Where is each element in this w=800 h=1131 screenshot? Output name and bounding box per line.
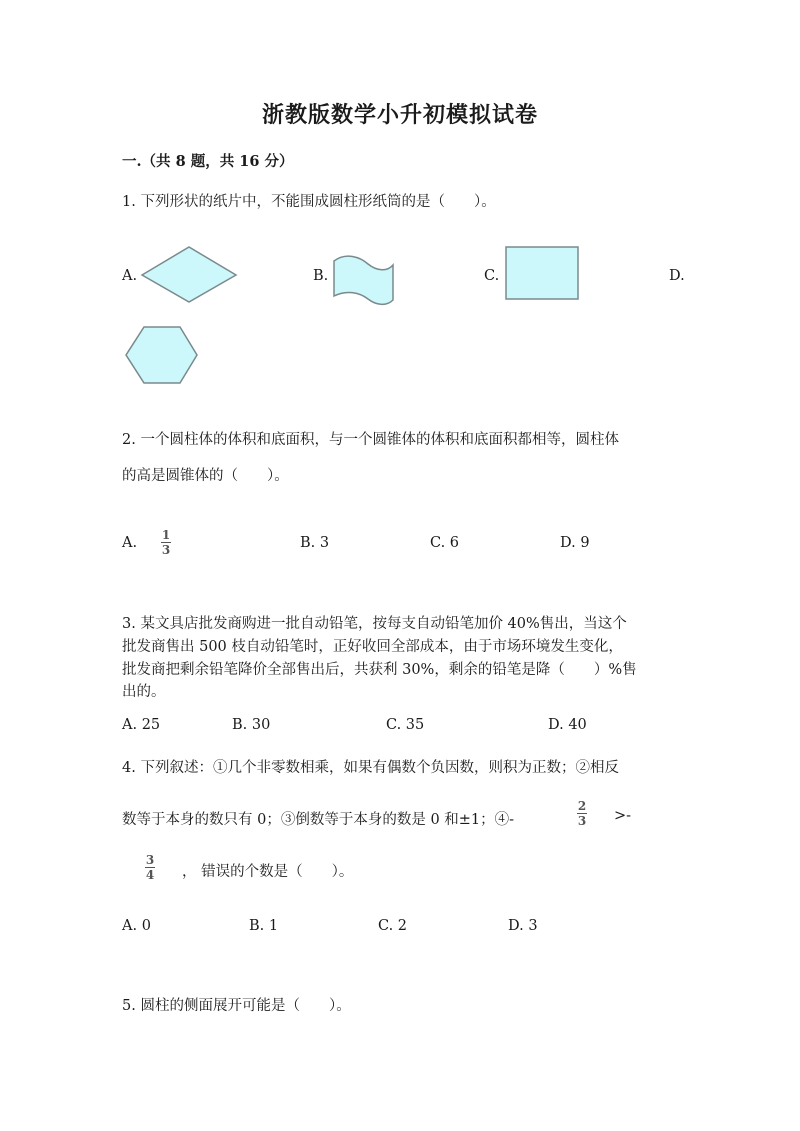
question-5-stem: 5. 圆柱的侧面展开可能是（ ）。 xyxy=(122,998,351,1014)
q4-option-c: C. 2 xyxy=(378,918,408,934)
wave-sheet-shape xyxy=(332,255,396,305)
question-3-line-2: 批发商售出 500 枝自动铅笔时，正好收回全部成本，由于市场环境发生变化， xyxy=(122,639,623,655)
q3-option-a: A. 25 xyxy=(122,717,161,733)
fraction-numerator: 2 xyxy=(577,799,587,813)
rectangle-shape xyxy=(505,246,579,300)
q1-option-d-label: D. xyxy=(669,268,685,284)
fraction-numerator: 3 xyxy=(145,853,155,867)
section-heading: 一.（共 8 题，共 16 分） xyxy=(122,153,294,170)
q3-option-c: C. 35 xyxy=(386,717,425,733)
q1-option-a-label: A. xyxy=(122,268,138,284)
q2-option-c: C. 6 xyxy=(430,535,460,551)
fraction-one-third xyxy=(161,529,171,556)
question-4-line-3: ， 错误的个数是（ ）。 xyxy=(182,864,354,880)
q1-option-b-label: B. xyxy=(313,268,329,284)
rhombus-shape xyxy=(140,246,238,304)
fraction-denominator: 4 xyxy=(145,868,155,882)
q2-option-a-label: A. xyxy=(122,535,138,551)
hexagon-shape xyxy=(124,326,200,386)
question-2-line-1: 2. 一个圆柱体的体积和底面积，与一个圆锥体的体积和底面积都相等，圆柱体 xyxy=(122,432,619,448)
question-4-line-1: 4. 下列叙述：①几个非零数相乘，如果有偶数个负因数，则积为正数；②相反 xyxy=(122,760,619,776)
fraction-denominator: 3 xyxy=(577,814,587,828)
q4-option-b: B. 1 xyxy=(249,918,279,934)
q2-option-b: B. 3 xyxy=(300,535,330,551)
page-title: 浙教版数学小升初模拟试卷 xyxy=(261,102,538,128)
fraction-three-quarters xyxy=(145,854,155,881)
fraction-two-thirds xyxy=(577,800,587,827)
question-4-line-2: 数等于本身的数只有 0；③倒数等于本身的数是 0 和±1；④- xyxy=(122,812,515,828)
question-3-line-4: 出的。 xyxy=(122,684,166,700)
q3-option-d: D. 40 xyxy=(548,717,587,733)
q4-option-d: D. 3 xyxy=(508,918,538,934)
q1-option-c-label: C. xyxy=(484,268,500,284)
q4-option-a: A. 0 xyxy=(122,918,151,934)
fraction-numerator: 1 xyxy=(161,528,171,542)
question-2-line-2: 的高是圆锥体的（ ）。 xyxy=(122,468,289,484)
question-3-line-1: 3. 某文具店批发商购进一批自动铅笔，按每支自动铅笔加价 40%售出，当这个 xyxy=(122,616,627,632)
question-3-line-3: 批发商把剩余铅笔降价全部售出后，共获利 30%，剩余的铅笔是降（ ）%售 xyxy=(122,662,637,678)
fraction-denominator: 3 xyxy=(161,543,171,557)
question-1-stem: 1. 下列形状的纸片中，不能围成圆柱形纸筒的是（ ）。 xyxy=(122,194,496,210)
greater-than-negative: >- xyxy=(614,808,632,824)
q2-option-d: D. 9 xyxy=(560,535,590,551)
q3-option-b: B. 30 xyxy=(232,717,271,733)
